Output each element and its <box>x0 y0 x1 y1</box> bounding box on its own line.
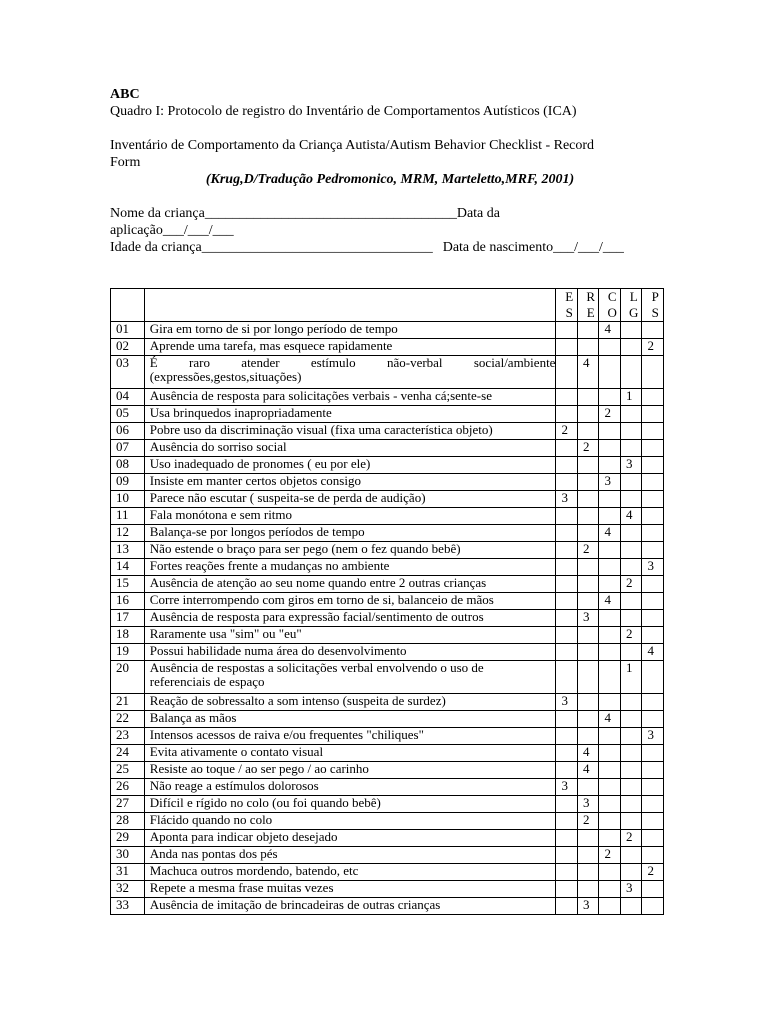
item-description: Aprende uma tarefa, mas esquece rapidamente <box>144 339 556 356</box>
item-number: 09 <box>111 474 145 491</box>
table-row <box>111 694 664 711</box>
table-row <box>111 627 664 644</box>
score-cell-ps <box>642 830 664 847</box>
score-cell-lg: 2 <box>620 576 642 593</box>
score-cell-ps <box>642 406 664 423</box>
score-cell-re <box>577 728 599 745</box>
score-cell-ps <box>642 796 664 813</box>
score-cell-es <box>556 644 578 661</box>
table-row <box>111 356 664 389</box>
table-row <box>111 610 664 627</box>
score-cell-re <box>577 694 599 711</box>
score-cell-co <box>599 728 621 745</box>
header-col-ps: P S <box>642 289 664 322</box>
table-row <box>111 423 664 440</box>
score-cell-lg <box>620 779 642 796</box>
score-cell-re <box>577 627 599 644</box>
item-number: 05 <box>111 406 145 423</box>
score-cell-es <box>556 762 578 779</box>
item-number: 28 <box>111 813 145 830</box>
item-description: Insiste em manter certos objetos consigo <box>144 474 556 491</box>
name-blank: ____________________________________ <box>204 206 457 221</box>
score-cell-es <box>556 728 578 745</box>
score-cell-co <box>599 881 621 898</box>
score-cell-es <box>556 813 578 830</box>
score-cell-re <box>577 864 599 881</box>
item-description: Difícil e rígido no colo (ou foi quando bebê) <box>144 796 556 813</box>
item-description: Parece não escutar ( suspeita-se de perda de audição) <box>144 491 556 508</box>
item-number: 30 <box>111 847 145 864</box>
item-description-line1: É raro atender estímulo não-verbal social/ambiente <box>149 355 556 370</box>
item-number: 27 <box>111 796 145 813</box>
table-row <box>111 644 664 661</box>
item-description: Pobre uso da discriminação visual (fixa uma característica objeto) <box>144 423 556 440</box>
table-row <box>111 728 664 745</box>
score-cell-es <box>556 440 578 457</box>
table-row <box>111 745 664 762</box>
table-row <box>111 339 664 356</box>
score-cell-lg <box>620 898 642 915</box>
item-number: 07 <box>111 440 145 457</box>
item-description: Balança-se por longos períodos de tempo <box>144 525 556 542</box>
header-desc-cell <box>144 289 556 322</box>
item-number: 01 <box>111 322 145 339</box>
score-cell-re <box>577 644 599 661</box>
item-description: Corre interrompendo com giros em torno de si, balanceio de mãos <box>144 593 556 610</box>
item-number: 15 <box>111 576 145 593</box>
score-cell-ps <box>642 593 664 610</box>
item-number: 12 <box>111 525 145 542</box>
score-cell-co <box>599 576 621 593</box>
score-cell-co <box>599 457 621 474</box>
score-cell-co <box>599 762 621 779</box>
score-cell-lg: 2 <box>620 627 642 644</box>
header-col-co: C O <box>599 289 621 322</box>
table-row <box>111 796 664 813</box>
item-number: 11 <box>111 508 145 525</box>
citation: (Krug,D/Tradução Pedromonico, MRM, Marteletto,MRF, 2001) <box>205 172 575 187</box>
item-description: Machuca outros mordendo, batendo, etc <box>144 864 556 881</box>
item-description <box>144 661 556 694</box>
item-description-line2: referenciais de espaço <box>149 674 265 689</box>
score-cell-co <box>599 813 621 830</box>
table-row <box>111 813 664 830</box>
item-description: Ausência de resposta para expressão facial/sentimento de outros <box>144 610 556 627</box>
item-number: 20 <box>111 661 145 694</box>
table-row <box>111 898 664 915</box>
item-number: 32 <box>111 881 145 898</box>
score-cell-co <box>599 339 621 356</box>
score-cell-es <box>556 847 578 864</box>
quadro-title: Quadro I: Protocolo de registro do Inventário de Comportamentos Autísticos (ICA) <box>110 104 577 119</box>
score-cell-ps: 2 <box>642 339 664 356</box>
item-number: 26 <box>111 779 145 796</box>
ica-checklist-table <box>110 288 664 915</box>
score-cell-ps <box>642 661 664 694</box>
table-row <box>111 457 664 474</box>
score-cell-es: 3 <box>556 779 578 796</box>
doc-abc-heading: ABC <box>110 87 140 102</box>
item-description: Repete a mesma frase muitas vezes <box>144 881 556 898</box>
score-cell-co: 4 <box>599 322 621 339</box>
score-cell-es <box>556 559 578 576</box>
item-description: Flácido quando no colo <box>144 813 556 830</box>
score-cell-es <box>556 508 578 525</box>
table-row <box>111 779 664 796</box>
score-cell-ps <box>642 322 664 339</box>
score-cell-re <box>577 525 599 542</box>
score-cell-co: 2 <box>599 406 621 423</box>
score-cell-re <box>577 322 599 339</box>
table-row <box>111 711 664 728</box>
score-cell-ps <box>642 610 664 627</box>
item-number: 08 <box>111 457 145 474</box>
score-cell-co <box>599 779 621 796</box>
item-number: 10 <box>111 491 145 508</box>
score-cell-re <box>577 474 599 491</box>
score-cell-re: 4 <box>577 356 599 389</box>
item-description: Usa brinquedos inapropriadamente <box>144 406 556 423</box>
item-description: Não estende o braço para ser pego (nem o fez quando bebê) <box>144 542 556 559</box>
table-row <box>111 508 664 525</box>
score-cell-co <box>599 491 621 508</box>
score-cell-co <box>599 898 621 915</box>
table-row <box>111 881 664 898</box>
item-description: Reação de sobressalto a som intenso (suspeita de surdez) <box>144 694 556 711</box>
score-cell-co <box>599 356 621 389</box>
score-cell-co <box>599 423 621 440</box>
score-cell-ps <box>642 779 664 796</box>
score-cell-re: 2 <box>577 813 599 830</box>
score-cell-lg <box>620 644 642 661</box>
score-cell-co: 4 <box>599 711 621 728</box>
score-cell-ps <box>642 474 664 491</box>
score-cell-lg <box>620 711 642 728</box>
score-cell-re <box>577 576 599 593</box>
table-row <box>111 525 664 542</box>
table-row <box>111 322 664 339</box>
score-cell-es <box>556 898 578 915</box>
score-cell-es <box>556 542 578 559</box>
score-cell-es <box>556 525 578 542</box>
score-cell-es <box>556 661 578 694</box>
item-description: Não reage a estímulos dolorosos <box>144 779 556 796</box>
score-cell-lg <box>620 423 642 440</box>
item-description: Evita ativamente o contato visual <box>144 745 556 762</box>
score-cell-re <box>577 423 599 440</box>
score-cell-re: 3 <box>577 898 599 915</box>
score-cell-ps <box>642 898 664 915</box>
score-cell-co <box>599 796 621 813</box>
item-description: Fortes reações frente a mudanças no ambiente <box>144 559 556 576</box>
score-cell-es <box>556 474 578 491</box>
score-cell-lg: 3 <box>620 881 642 898</box>
score-cell-re <box>577 457 599 474</box>
score-cell-lg <box>620 796 642 813</box>
score-cell-ps <box>642 847 664 864</box>
score-cell-co: 2 <box>599 847 621 864</box>
score-cell-re: 4 <box>577 745 599 762</box>
score-cell-co <box>599 864 621 881</box>
score-cell-ps <box>642 491 664 508</box>
score-cell-co <box>599 830 621 847</box>
score-cell-lg <box>620 745 642 762</box>
table-row <box>111 491 664 508</box>
item-number: 33 <box>111 898 145 915</box>
score-cell-lg <box>620 440 642 457</box>
score-cell-es <box>556 593 578 610</box>
item-number: 21 <box>111 694 145 711</box>
score-cell-lg <box>620 813 642 830</box>
score-cell-ps <box>642 423 664 440</box>
table-row <box>111 762 664 779</box>
score-cell-ps <box>642 627 664 644</box>
score-cell-lg <box>620 610 642 627</box>
score-cell-lg <box>620 847 642 864</box>
score-cell-ps <box>642 881 664 898</box>
score-cell-co <box>599 389 621 406</box>
score-cell-re <box>577 491 599 508</box>
score-cell-re: 4 <box>577 762 599 779</box>
score-cell-ps: 3 <box>642 728 664 745</box>
item-number: 03 <box>111 356 145 389</box>
score-cell-lg <box>620 322 642 339</box>
item-description: Raramente usa "sim" ou "eu" <box>144 627 556 644</box>
score-cell-es <box>556 610 578 627</box>
score-cell-lg <box>620 491 642 508</box>
score-cell-es <box>556 457 578 474</box>
table-row <box>111 406 664 423</box>
score-cell-ps <box>642 694 664 711</box>
inventory-title-line1: Inventário de Comportamento da Criança Autista/Autism Behavior Checklist - Record <box>110 138 595 153</box>
item-number: 14 <box>111 559 145 576</box>
score-cell-ps: 3 <box>642 559 664 576</box>
score-cell-ps: 2 <box>642 864 664 881</box>
score-cell-co: 4 <box>599 593 621 610</box>
age-birth-line <box>110 239 670 256</box>
item-description: Fala monótona e sem ritmo <box>144 508 556 525</box>
item-description: Aponta para indicar objeto desejado <box>144 830 556 847</box>
score-cell-ps <box>642 457 664 474</box>
item-number: 25 <box>111 762 145 779</box>
score-cell-lg <box>620 542 642 559</box>
table-row <box>111 542 664 559</box>
item-number: 19 <box>111 644 145 661</box>
score-cell-re: 2 <box>577 440 599 457</box>
item-description: Ausência de resposta para solicitações verbais - venha cá;sente-se <box>144 389 556 406</box>
score-cell-es: 3 <box>556 694 578 711</box>
score-cell-co <box>599 627 621 644</box>
score-cell-ps: 4 <box>642 644 664 661</box>
item-description-line1: Ausência de respostas a solicitações verbal envolvendo o uso de <box>149 660 484 675</box>
score-cell-lg <box>620 525 642 542</box>
score-cell-lg <box>620 694 642 711</box>
score-cell-lg: 1 <box>620 661 642 694</box>
score-cell-lg <box>620 864 642 881</box>
score-cell-ps <box>642 508 664 525</box>
inventory-title-line2: Form <box>110 155 141 170</box>
table-row <box>111 847 664 864</box>
item-description: Ausência de atenção ao seu nome quando entre 2 outras crianças <box>144 576 556 593</box>
item-description-line2: (expressões,gestos,situações) <box>149 369 302 384</box>
score-cell-es <box>556 339 578 356</box>
score-cell-es <box>556 881 578 898</box>
score-cell-es <box>556 322 578 339</box>
table-row <box>111 830 664 847</box>
score-cell-re <box>577 559 599 576</box>
score-cell-es <box>556 830 578 847</box>
score-cell-re <box>577 847 599 864</box>
score-cell-co <box>599 440 621 457</box>
table-row <box>111 576 664 593</box>
item-description: Possui habilidade numa área do desenvolvimento <box>144 644 556 661</box>
score-cell-co: 4 <box>599 525 621 542</box>
score-cell-ps <box>642 356 664 389</box>
score-cell-ps <box>642 542 664 559</box>
score-cell-es <box>556 406 578 423</box>
score-cell-lg <box>620 762 642 779</box>
score-cell-re <box>577 389 599 406</box>
table-row <box>111 559 664 576</box>
table-row <box>111 661 664 694</box>
score-cell-re <box>577 830 599 847</box>
item-number: 22 <box>111 711 145 728</box>
table-row <box>111 864 664 881</box>
score-cell-ps <box>642 711 664 728</box>
score-cell-ps <box>642 813 664 830</box>
header-col-es: E S <box>556 289 578 322</box>
item-number: 04 <box>111 389 145 406</box>
score-cell-co <box>599 508 621 525</box>
item-number: 02 <box>111 339 145 356</box>
item-description: Anda nas pontas dos pés <box>144 847 556 864</box>
date-app-label2: aplicação <box>110 223 163 238</box>
date-app-line <box>110 222 670 239</box>
score-cell-es <box>556 711 578 728</box>
score-cell-re: 3 <box>577 610 599 627</box>
score-cell-co <box>599 610 621 627</box>
score-cell-es <box>556 796 578 813</box>
item-description: Resiste ao toque / ao ser pego / ao carinho <box>144 762 556 779</box>
age-blank: _________________________________ <box>201 240 433 255</box>
score-cell-lg <box>620 339 642 356</box>
score-cell-ps <box>642 745 664 762</box>
score-cell-ps <box>642 389 664 406</box>
item-description: Ausência de imitação de brincadeiras de outras crianças <box>144 898 556 915</box>
item-number: 31 <box>111 864 145 881</box>
score-cell-lg: 2 <box>620 830 642 847</box>
score-cell-lg: 1 <box>620 389 642 406</box>
score-cell-co <box>599 644 621 661</box>
score-cell-co <box>599 694 621 711</box>
score-cell-ps <box>642 762 664 779</box>
score-cell-re <box>577 406 599 423</box>
score-cell-re: 3 <box>577 796 599 813</box>
score-cell-re <box>577 661 599 694</box>
score-cell-es <box>556 356 578 389</box>
score-cell-co <box>599 542 621 559</box>
table-row <box>111 593 664 610</box>
table-header-row <box>111 289 664 322</box>
name-date-line <box>110 205 670 222</box>
table-row <box>111 474 664 491</box>
item-number: 29 <box>111 830 145 847</box>
item-number: 23 <box>111 728 145 745</box>
date-app-blank: ___/___/___ <box>162 223 234 238</box>
score-cell-ps <box>642 576 664 593</box>
score-cell-re <box>577 881 599 898</box>
score-cell-co <box>599 745 621 762</box>
score-cell-es: 2 <box>556 423 578 440</box>
item-number: 17 <box>111 610 145 627</box>
score-cell-lg <box>620 559 642 576</box>
header-col-lg: L G <box>620 289 642 322</box>
birth-label: Data de nascimento <box>442 240 554 255</box>
score-cell-lg: 3 <box>620 457 642 474</box>
item-number: 18 <box>111 627 145 644</box>
score-cell-es <box>556 576 578 593</box>
score-cell-ps <box>642 440 664 457</box>
table-row <box>111 389 664 406</box>
score-cell-lg <box>620 593 642 610</box>
header-col-re: R E <box>577 289 599 322</box>
score-cell-re: 2 <box>577 542 599 559</box>
item-number: 24 <box>111 745 145 762</box>
header-num-cell <box>111 289 145 322</box>
score-cell-re <box>577 593 599 610</box>
item-description: Gira em torno de si por longo período de tempo <box>144 322 556 339</box>
item-number: 06 <box>111 423 145 440</box>
score-cell-co <box>599 661 621 694</box>
age-label: Idade da criança <box>110 240 202 255</box>
score-cell-es <box>556 864 578 881</box>
score-cell-ps <box>642 525 664 542</box>
score-cell-es <box>556 745 578 762</box>
score-cell-lg <box>620 356 642 389</box>
item-number: 13 <box>111 542 145 559</box>
score-cell-re <box>577 339 599 356</box>
score-cell-lg: 4 <box>620 508 642 525</box>
score-cell-es: 3 <box>556 491 578 508</box>
score-cell-lg <box>620 474 642 491</box>
score-cell-re <box>577 508 599 525</box>
document-page <box>110 86 670 256</box>
score-cell-lg <box>620 728 642 745</box>
name-label: Nome da criança <box>110 206 205 221</box>
score-cell-es <box>556 389 578 406</box>
score-cell-re <box>577 711 599 728</box>
score-cell-co <box>599 559 621 576</box>
item-number: 16 <box>111 593 145 610</box>
table-row <box>111 440 664 457</box>
score-cell-re <box>577 779 599 796</box>
item-description: Balança as mãos <box>144 711 556 728</box>
item-description: Uso inadequado de pronomes ( eu por ele) <box>144 457 556 474</box>
item-description <box>144 356 556 389</box>
date-app-label: Data da <box>456 206 500 221</box>
score-cell-co: 3 <box>599 474 621 491</box>
birth-blank: ___/___/___ <box>553 240 624 255</box>
score-cell-es <box>556 627 578 644</box>
item-description: Ausência do sorriso social <box>144 440 556 457</box>
item-description: Intensos acessos de raiva e/ou frequentes "chiliques" <box>144 728 556 745</box>
score-cell-lg <box>620 406 642 423</box>
